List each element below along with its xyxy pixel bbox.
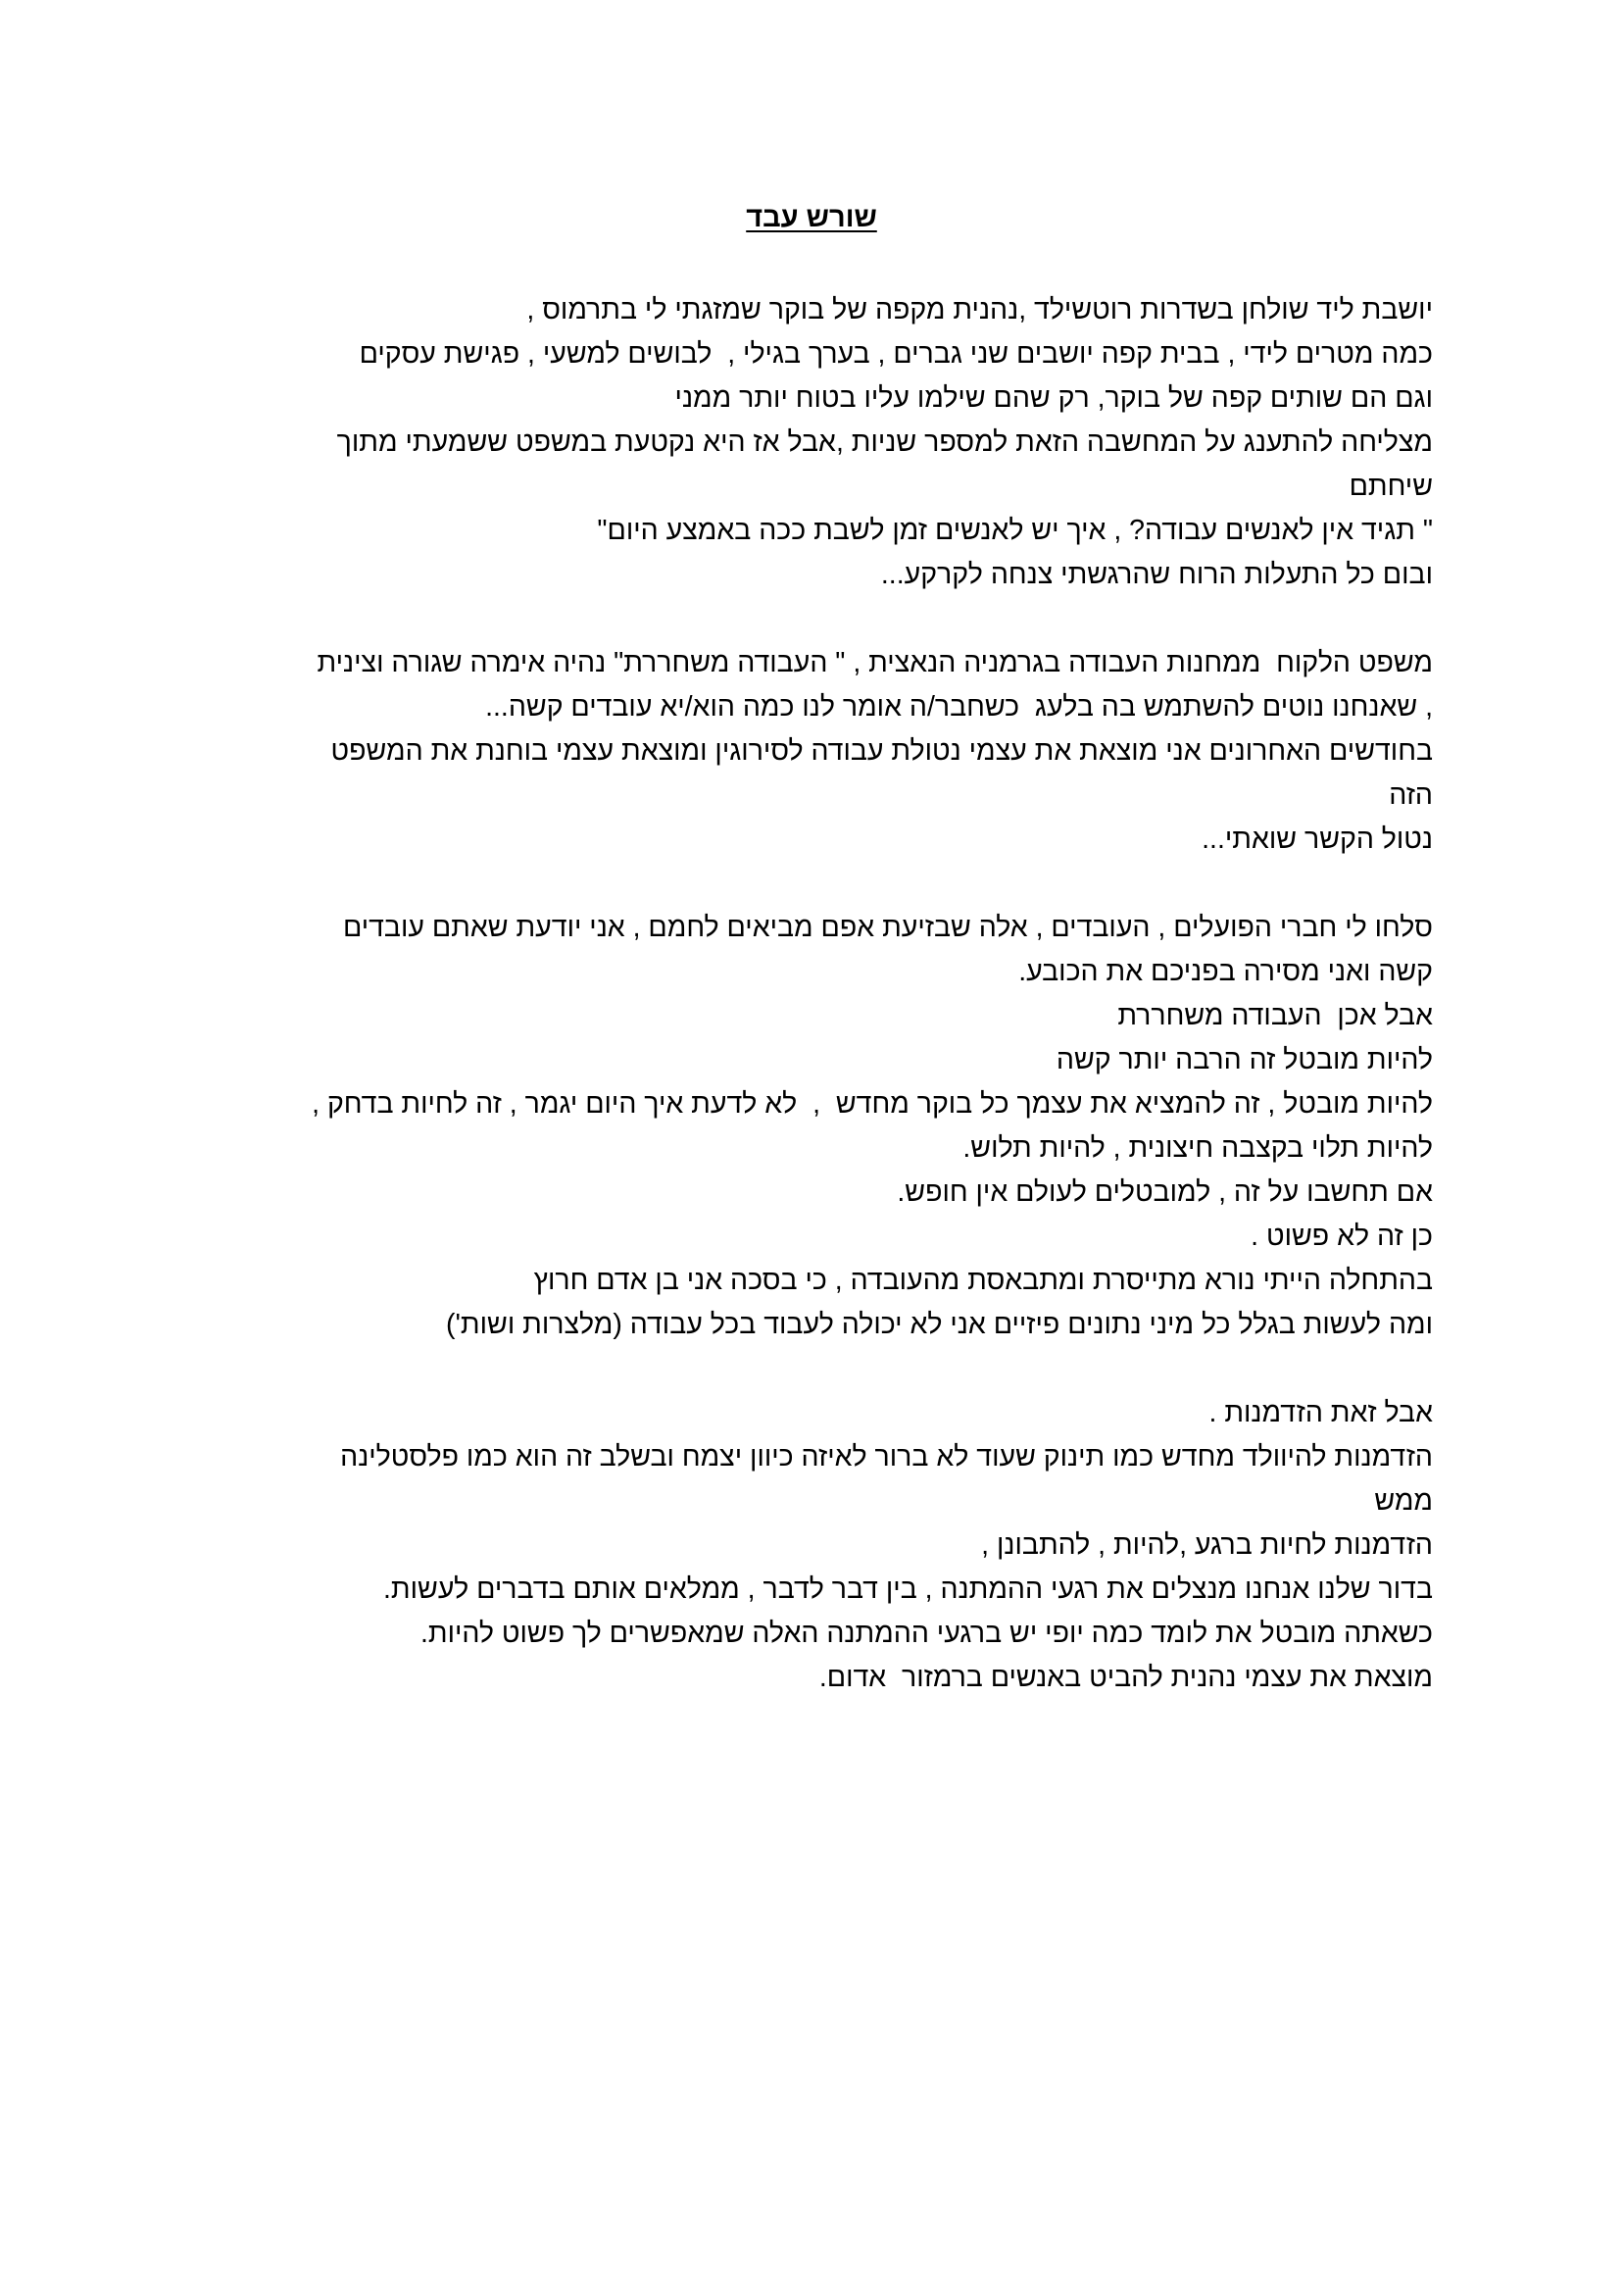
text-line: סלחו לי חברי הפועלים , העובדים , אלה שבזיעת אפם מביאים לחמם , אני יודעת שאתם עובדים bbox=[342, 912, 1433, 943]
text-line: כן זה לא פשוט . bbox=[1251, 1221, 1433, 1252]
text-line: הזה bbox=[1389, 779, 1433, 811]
text-line: בהתחלה הייתי נורא מתייסרת ומתבאסת מהעובדה , כי בסכה אני בן אדם חרוץ bbox=[533, 1265, 1433, 1296]
text-line: וגם הם שותים קפה של בוקר, רק שהם שילמו עליו בטוח יותר ממני bbox=[674, 382, 1433, 414]
text-line: אבל אכן העבודה משחררת bbox=[1117, 1000, 1433, 1031]
text-line: להיות מובטל זה הרבה יותר קשה bbox=[1056, 1044, 1433, 1075]
text-line: קשה ואני מסירה בפניכם את הכובע. bbox=[1018, 956, 1433, 987]
text-line: כמה מטרים לידי , בבית קפה יושבים שני גברים , בערך בגילי , לבושים למשעי , פגישת עסקים bbox=[359, 338, 1433, 370]
text-line: אבל זאת הזדמנות . bbox=[1208, 1397, 1433, 1428]
text-line: ומה לעשות בגלל כל מיני נתונים פיזיים אני לא יכולה לעבוד בכל עבודה (מלצרות ושות') bbox=[445, 1309, 1433, 1340]
text-line: , שאנחנו נוטים להשתמש בה בלעג כשחבר/ה אומר לנו כמה הוא/יא עובדים קשה... bbox=[485, 691, 1433, 723]
text-line: בחודשים האחרונים אני מוצאת את עצמי נטולת עבודה לסירוגין ומוצאת עצמי בוחנת את המשפט bbox=[330, 735, 1433, 767]
text-line: ממש bbox=[1374, 1485, 1433, 1517]
text-line: הזדמנות להיוולד מחדש כמו תינוק שעוד לא ברור לאיזה כיוון יצמח ובשלב זה הוא כמו פלסטלינה bbox=[340, 1441, 1433, 1472]
text-line: להיות מובטל , זה להמציא את עצמך כל בוקר מחדש , לא לדעת איך היום יגמר , זה לחיות בדחק , bbox=[312, 1088, 1433, 1120]
text-line: ובום כל התעלות הרוח שהרגשתי צנחה לקרקע... bbox=[880, 559, 1433, 590]
text-line: בדור שלנו אנחנו מנצלים את רגעי ההמתנה , בין דבר לדבר , ממלאים אותם בדברים לעשות. bbox=[383, 1573, 1433, 1605]
text-line: משפט הלקוח ממחנות העבודה בגרמניה הנאצית , " העבודה משחררת" נהיה אימרה שגורה וצינית bbox=[317, 647, 1433, 678]
text-line: אם תחשבו על זה , למובטלים לעולם אין חופש. bbox=[897, 1176, 1433, 1208]
paragraph-4 bbox=[196, 1391, 1433, 1700]
text-line: מוצאת את עצמי נהנית להביט באנשים ברמזור אדום. bbox=[818, 1662, 1433, 1693]
text-line: הזדמנות לחיות ברגע ,להיות , להתבונן , bbox=[981, 1529, 1433, 1561]
text-line: כשאתה מובטל את לומד כמה יופי יש ברגעי ההמתנה האלה שמאפשרים לך פשוט להיות. bbox=[419, 1618, 1433, 1649]
paragraph-2 bbox=[196, 641, 1433, 862]
document-title: שורש עבד bbox=[746, 202, 877, 233]
text-line: מצליחה להתענג על המחשבה הזאת למספר שניות ,אבל אז היא נקטעת במשפט ששמעתי מתוך bbox=[336, 426, 1433, 458]
text-line: להיות תלוי בקצבה חיצונית , להיות תלוש. bbox=[962, 1132, 1433, 1164]
paragraph-3 bbox=[196, 906, 1433, 1347]
text-line: יושבת ליד שולחן בשדרות רוטשילד ,נהנית מקפה של בוקר שמזגתי לי בתרמוס , bbox=[526, 294, 1433, 325]
text-line: נטול הקשר שואתי... bbox=[1202, 824, 1433, 855]
text-line: שיחתם bbox=[1349, 471, 1433, 502]
document-body bbox=[196, 288, 1433, 1700]
paragraph-1 bbox=[196, 288, 1433, 597]
text-line: " תגיד אין לאנשים עבודה? , איך יש לאנשים זמן לשבת ככה באמצע היום" bbox=[597, 515, 1433, 546]
